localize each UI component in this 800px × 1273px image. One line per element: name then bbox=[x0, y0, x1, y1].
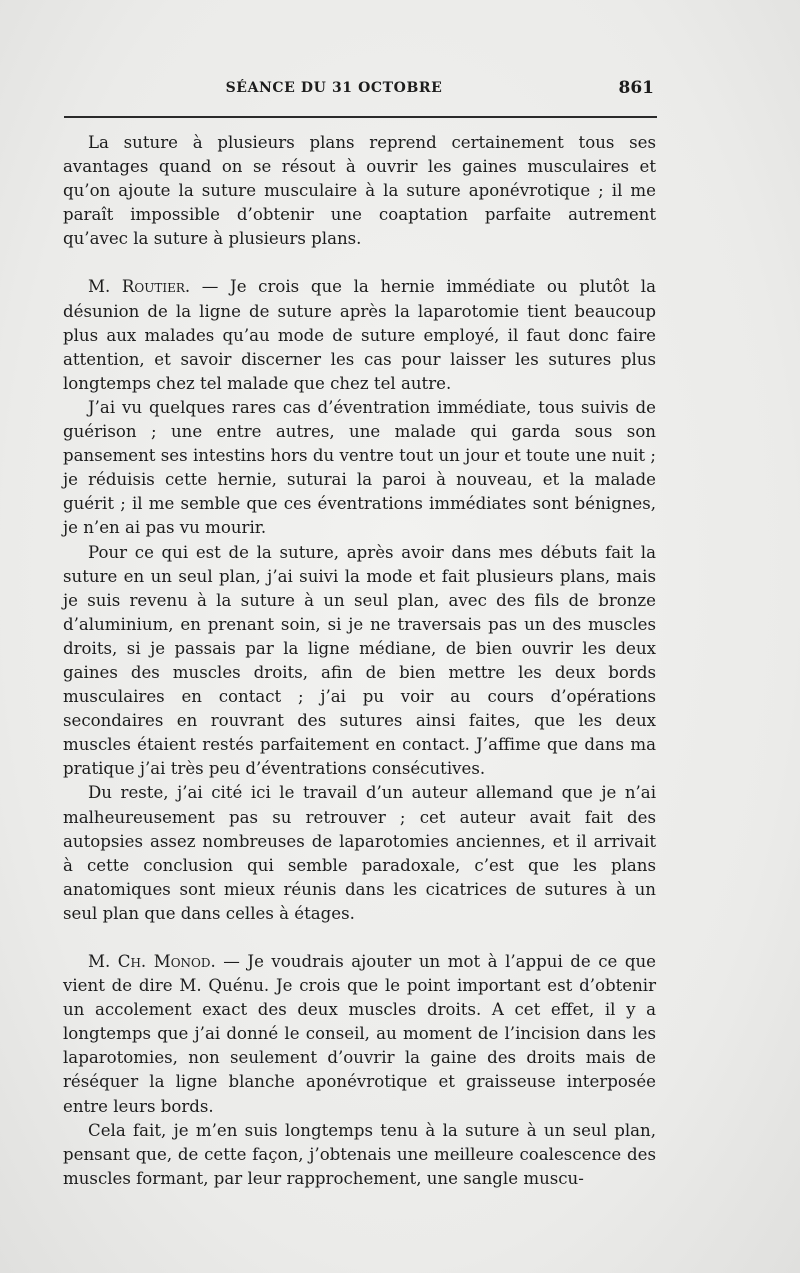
speaker-monod: M. Ch. Monod. bbox=[88, 952, 216, 971]
paragraph-routier-text: — Je crois que la hernie immédiate ou plutôt la désunion de la ligne de suture après la laparotomie tient beaucoup plus aux malades qu’au mode de suture employé, il faut donc faire attention, et savoir discerner les cas pour laisser les sutures plus longtemps chez tel malade que chez tel autre. bbox=[63, 277, 656, 393]
paragraph-monod-text: — Je voudrais ajouter un mot à l’appui de ce que vient de dire M. Quénu. Je crois que le point important est d’obtenir un accolement exact des deux muscles droits. A cet effet, il y a longtemps que j’ai donné le conseil, au moment de l’incision dans les laparotomies, non seulement d’ouvrir la gaine des droits mais de réséquer la ligne blanche aponévrotique et graisseuse interposée entre leurs bords. bbox=[63, 952, 656, 1116]
paragraph-1 bbox=[63, 131, 656, 251]
body-text bbox=[63, 131, 656, 1191]
page-number: 861 bbox=[618, 78, 654, 98]
running-header bbox=[64, 78, 656, 100]
paragraph-3-text: J’ai vu quelques rares cas d’éventration immédiate, tous suivis de guérison ; une entre autres, une malade qui garda sous son pansement ses intestins hors du ventre tout un jour et toute une nuit ; je réduisis cette hernie, suturai la paroi à nouveau, et la malade guérit ; il me semble que ces éventrations immédiates sont bénignes, je n’en ai pas vu mourir. bbox=[63, 397, 656, 538]
paragraph-monod bbox=[63, 950, 656, 1119]
running-title: SÉANCE DU 31 OCTOBRE bbox=[225, 80, 443, 96]
paragraph-1-text: La suture à plusieurs plans reprend certainement tous ses avantages quand on se résout à ouvrir les gaines musculaires et qu’on ajoute la suture musculaire à la suture aponévrotique ; il me paraît impossible d’obtenir une coaptation parfaite autrement qu’avec la suture à plusieurs plans. bbox=[63, 133, 656, 249]
paragraph-7-text: Cela fait, je m’en suis longtemps tenu à la suture à un seul plan, pensant que, de cette façon, j’obtenais une meilleure coalescence des muscles formant, par leur rapprochement, une sangle muscu- bbox=[63, 1120, 656, 1188]
paragraph-4 bbox=[63, 541, 656, 782]
paragraph-5 bbox=[63, 781, 656, 926]
speaker-routier: M. Routier. bbox=[88, 277, 191, 297]
paragraph-5-text: Du reste, j’ai cité ici le travail d’un auteur allemand que je n’ai malheureusement pas su retrouver ; cet auteur avait fait des autopsies assez nombreuses de laparotomies anciennes, et il arrivait à cette conclusion qui semble paradoxale, c’est que les plans anatomiques sont mieux réunis dans les cicatrices de sutures à un seul plan que dans celles à étages. bbox=[63, 783, 656, 923]
paragraph-3 bbox=[63, 396, 656, 541]
header-rule bbox=[64, 116, 657, 118]
paragraph-7 bbox=[63, 1119, 656, 1191]
paragraph-routier bbox=[63, 275, 656, 395]
paragraph-4-text: Pour ce qui est de la suture, après avoir dans mes débuts fait la suture en un seul plan, j’ai suivi la mode et fait plusieurs plans, mais je suis revenu à la suture à un seul plan, avec des fils de bronze d’aluminium, en prenant soin, si je ne traversais pas un des muscles droits, si je passais par la ligne médiane, de bien ouvrir les deux gaines des muscles droits, afin de bien mettre les deux bords musculaires en contact ; j’ai pu voir au cours d’opérations secondaires en rouvrant des sutures ainsi faites, que les deux muscles étaient restés parfaitement en contact. J’affime que dans ma pratique j’ai très peu d’éventrations consécutives. bbox=[63, 542, 656, 779]
